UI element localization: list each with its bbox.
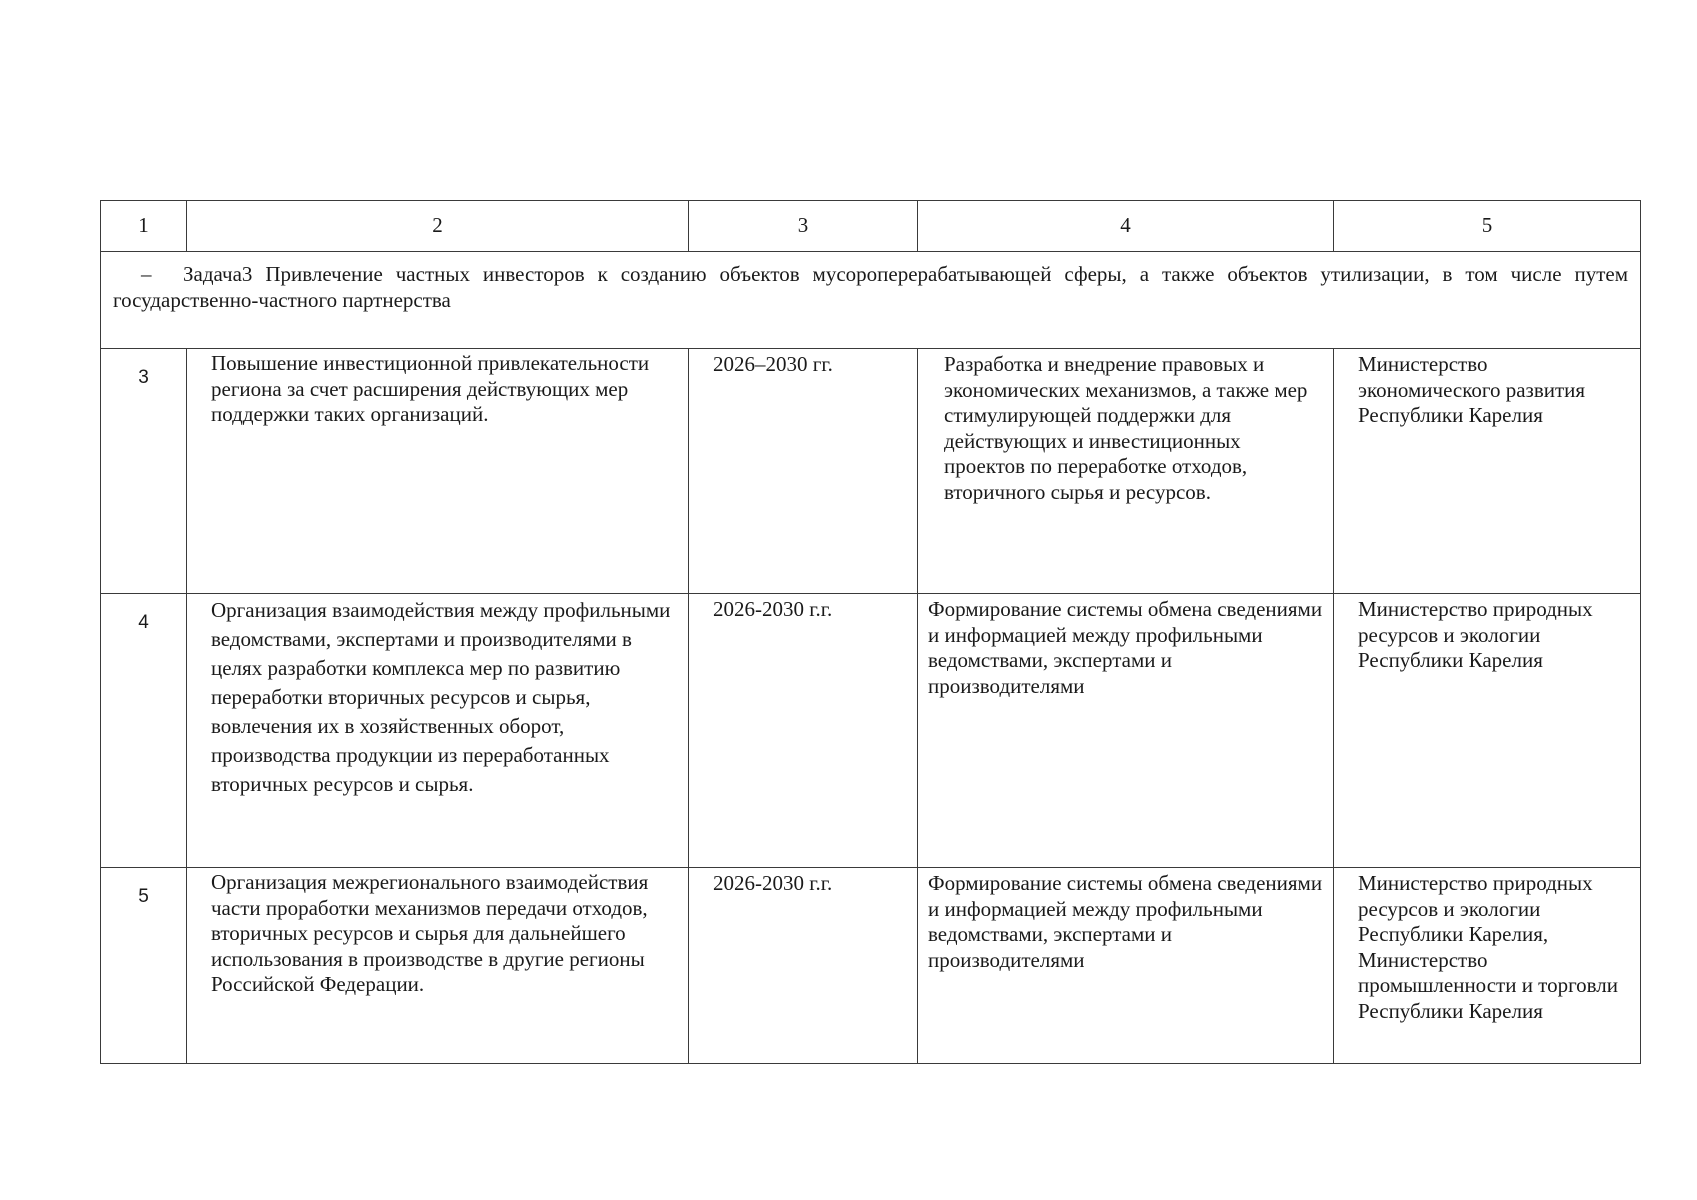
column-number: 2 [187,201,689,252]
period-cell: 2026–2030 гг. [689,349,918,594]
column-number: 1 [101,201,187,252]
table-row [101,868,1641,1064]
row-number: 5 [101,868,187,1064]
responsible-cell: Министерство экономического развития Республики Карелия [1334,349,1641,594]
period-cell: 2026-2030 г.г. [689,594,918,868]
responsible-cell: Министерство природных ресурсов и экологии Республики Карелия [1334,594,1641,868]
row-number: 4 [101,594,187,868]
period-cell: 2026-2030 г.г. [689,868,918,1064]
column-number-row [101,201,1641,252]
row-number: 3 [101,349,187,594]
measure-cell: Повышение инвестиционной привлекательности региона за счет расширения действующих мер поддержки таких организаций. [187,349,689,594]
measure-cell: Организация межрегионального взаимодействия части проработки механизмов передачи отходов, вторичных ресурсов и сырья для дальнейшего использования в производстве в другие регионы Российской Федерации. [187,868,689,1064]
task-heading-text: Задача3 Привлечение частных инвесторов к созданию объектов мусороперерабатывающей сферы, а также объектов утилизации, в том числе путем государственно-частного партнерства [113,262,1628,312]
task-heading-cell [101,252,1641,349]
result-cell: Разработка и внедрение правовых и экономических механизмов, а также мер стимулирующей поддержки для действующих и инвестиционных проектов по переработке отходов, вторичного сырья и ресурсов. [918,349,1334,594]
responsible-cell: Министерство природных ресурсов и экологии Республики Карелия, Министерство промышленности и торговли Республики Карелия [1334,868,1641,1064]
column-number: 3 [689,201,918,252]
table-row [101,594,1641,868]
result-cell: Формирование системы обмена сведениями и информацией между профильными ведомствами, экспертами и производителями [918,868,1334,1064]
measures-table [100,200,1641,1064]
task-row [101,252,1641,349]
task-dash: – [141,262,152,286]
result-cell: Формирование системы обмена сведениями и информацией между профильными ведомствами, экспертами и производителями [918,594,1334,868]
column-number: 5 [1334,201,1641,252]
measure-cell: Организация взаимодействия между профильными ведомствами, экспертами и производителями в целях разработки комплекса мер по развитию переработки вторичных ресурсов и сырья, вовлечения их в хозяйственных оборот, производства продукции из переработанных вторичных ресурсов и сырья. [187,594,689,868]
table-row [101,349,1641,594]
column-number: 4 [918,201,1334,252]
